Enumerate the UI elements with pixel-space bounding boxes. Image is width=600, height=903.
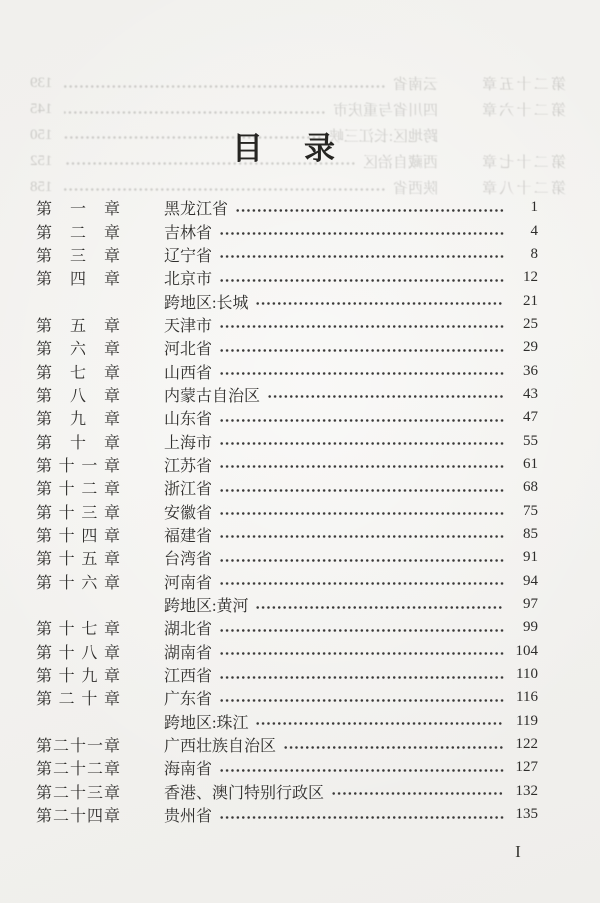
chapter-label: 第 二 十 二 章 (36, 761, 120, 779)
dot-leader (64, 83, 386, 90)
dot-leader (64, 186, 386, 193)
entry-page-number: 119 (516, 712, 538, 729)
chapter-label: 第 二 十 七 章 (482, 154, 566, 171)
entry-title: 广东省 (164, 691, 213, 709)
entry-page-number: 104 (515, 642, 538, 659)
dot-leader (219, 253, 504, 260)
dot-leader (219, 277, 504, 284)
dot-leader (283, 744, 504, 751)
dot-leader (219, 767, 504, 774)
dot-leader (219, 580, 504, 587)
entry-page-number: 43 (523, 385, 538, 402)
chapter-label: 第 五 章 (36, 317, 120, 335)
dot-leader (219, 487, 504, 494)
dot-leader (219, 650, 504, 657)
entry-title: 湖北省 (164, 621, 213, 639)
toc-row (36, 546, 538, 569)
entry-page-number: 158 (30, 178, 53, 195)
entry-title: 江西省 (164, 668, 213, 686)
dot-leader (219, 440, 504, 447)
chapter-label: 第 十 章 (36, 434, 120, 452)
dot-leader (64, 109, 326, 116)
toc-row (36, 523, 538, 546)
entry-title: 跨地区:珠江 (164, 714, 249, 732)
chapter-label: 第 二 十 四 章 (36, 808, 120, 826)
entry-page-number: 132 (515, 782, 538, 799)
toc-row (36, 383, 538, 406)
entry-title: 跨地区:黄河 (164, 598, 249, 616)
chapter-label: 第 二 十 五 章 (482, 77, 566, 94)
dot-leader (219, 230, 504, 237)
entry-title: 四川省与重庆市 (332, 103, 438, 120)
chapter-label: 第 二 十 章 (36, 691, 120, 709)
entry-page-number: 139 (30, 75, 53, 92)
entry-title: 海南省 (164, 761, 213, 779)
entry-title: 台湾省 (164, 551, 213, 569)
chapter-label: 第 十 一 章 (36, 457, 120, 475)
dot-leader (255, 720, 504, 727)
entry-page-number: 36 (523, 362, 538, 379)
entry-page-number: 94 (523, 572, 538, 589)
entry-page-number: 110 (516, 666, 538, 683)
chapter-label: 第 九 章 (36, 411, 120, 429)
chapter-label: 第 二 十 八 章 (482, 180, 566, 197)
entry-title: 西藏自治区 (362, 154, 438, 171)
chapter-label: 第 六 章 (36, 341, 120, 359)
dot-leader (219, 417, 504, 424)
entry-title: 广西壮族自治区 (164, 738, 277, 756)
dot-leader (331, 790, 504, 797)
dot-leader (219, 533, 504, 540)
chapter-label: 第 四 章 (36, 271, 120, 289)
entry-title: 山东省 (164, 411, 213, 429)
dot-leader (219, 814, 504, 821)
entry-page-number: 8 (530, 245, 538, 262)
entry-page-number: 68 (523, 479, 538, 496)
chapter-label: 第 十 九 章 (36, 668, 120, 686)
entry-title: 湖南省 (164, 644, 213, 662)
toc-row (36, 499, 538, 522)
toc-row (36, 289, 538, 312)
chapter-label: 第 十 六 章 (36, 574, 120, 592)
folio-page-number: I (515, 842, 521, 861)
entry-title: 北京市 (164, 271, 213, 289)
entry-title: 上海市 (164, 434, 213, 452)
toc-row (36, 313, 538, 336)
entry-title: 河南省 (164, 574, 213, 592)
dot-leader (219, 510, 504, 517)
toc-row (36, 453, 538, 476)
entry-page-number: 75 (523, 502, 538, 519)
toc-row (36, 616, 538, 639)
toc-row (36, 359, 538, 382)
entry-title: 天津市 (164, 317, 213, 335)
entry-title: 辽宁省 (164, 247, 213, 265)
toc-row (36, 196, 538, 219)
entry-title: 跨地区:长江三峡 (328, 128, 438, 145)
chapter-label: 第 八 章 (36, 387, 120, 405)
chapter-label: 第 十 三 章 (36, 504, 120, 522)
chapter-label: 第 十 八 章 (36, 644, 120, 662)
dot-leader (235, 207, 504, 214)
chapter-label: 第 三 章 (36, 247, 120, 265)
chapter-label: 第 二 章 (36, 224, 120, 242)
entry-title: 安徽省 (164, 504, 213, 522)
entry-page-number: 47 (523, 409, 538, 426)
entry-title: 陕西省 (392, 180, 438, 197)
chapter-label: 第 十 二 章 (36, 481, 120, 499)
toc-row (36, 663, 538, 686)
entry-page-number: 97 (523, 596, 538, 613)
dot-leader (219, 463, 504, 470)
toc-row (36, 476, 538, 499)
entry-page-number: 21 (523, 292, 538, 309)
entry-page-number: 150 (30, 126, 53, 143)
toc-row (36, 803, 538, 826)
entry-title: 贵州省 (164, 808, 213, 826)
entry-page-number: 127 (515, 759, 538, 776)
entry-page-number: 55 (523, 432, 538, 449)
entry-title: 吉林省 (164, 224, 213, 242)
toc-row (36, 570, 538, 593)
entry-page-number: 91 (523, 549, 538, 566)
entry-page-number: 116 (516, 689, 538, 706)
entry-title: 香港、澳门特别行政区 (164, 784, 325, 802)
entry-title: 内蒙古自治区 (164, 387, 261, 405)
dot-leader (219, 370, 504, 377)
chapter-label: 第 七 章 (36, 364, 120, 382)
entry-page-number: 152 (30, 152, 53, 169)
chapter-label: 第 二 十 一 章 (36, 738, 120, 756)
entry-title: 跨地区:长城 (164, 294, 249, 312)
toc-row (36, 756, 538, 779)
chapter-label: 第 十 七 章 (36, 621, 120, 639)
toc-row (36, 406, 538, 429)
entry-page-number: 135 (515, 806, 538, 823)
toc-row (36, 640, 538, 663)
toc-row (36, 429, 538, 452)
chapter-label: 第 一 章 (36, 201, 120, 219)
entry-page-number: 85 (523, 525, 538, 542)
page-title: 目 录 (232, 131, 340, 166)
chapter-label: 第 十 四 章 (36, 527, 120, 545)
entry-page-number: 1 (530, 199, 538, 216)
dot-leader (219, 674, 504, 681)
chapter-label: 第 二 十 三 章 (36, 784, 120, 802)
toc-row (36, 780, 538, 803)
toc-row (36, 219, 538, 242)
entry-title: 福建省 (164, 527, 213, 545)
entry-title: 山西省 (164, 364, 213, 382)
entry-title: 黑龙江省 (164, 201, 229, 219)
toc-row (36, 593, 538, 616)
entry-title: 江苏省 (164, 457, 213, 475)
toc-row (36, 243, 538, 266)
toc-row (30, 97, 566, 123)
dot-leader (219, 557, 504, 564)
entry-page-number: 99 (523, 619, 538, 636)
toc-row (30, 71, 566, 97)
entry-page-number: 4 (530, 222, 538, 239)
dot-leader (267, 393, 504, 400)
entry-title: 浙江省 (164, 481, 213, 499)
dot-leader (255, 300, 504, 307)
toc-row (36, 733, 538, 756)
dot-leader (219, 323, 504, 330)
entry-page-number: 145 (30, 101, 53, 118)
dot-leader (255, 604, 504, 611)
dot-leader (219, 697, 504, 704)
dot-leader (219, 627, 504, 634)
chapter-label: 第 十 五 章 (36, 551, 120, 569)
toc-row (36, 686, 538, 709)
entry-page-number: 122 (515, 736, 538, 753)
dot-leader (219, 347, 504, 354)
entry-page-number: 29 (523, 339, 538, 356)
entry-page-number: 61 (523, 455, 538, 472)
entry-page-number: 25 (523, 315, 538, 332)
toc-row (36, 710, 538, 733)
entry-title: 云南省 (392, 77, 438, 94)
toc-row (36, 336, 538, 359)
entry-title: 河北省 (164, 341, 213, 359)
chapter-label: 第 二 十 六 章 (482, 103, 566, 120)
toc-list (36, 196, 538, 826)
toc-row (36, 266, 538, 289)
entry-page-number: 12 (523, 269, 538, 286)
